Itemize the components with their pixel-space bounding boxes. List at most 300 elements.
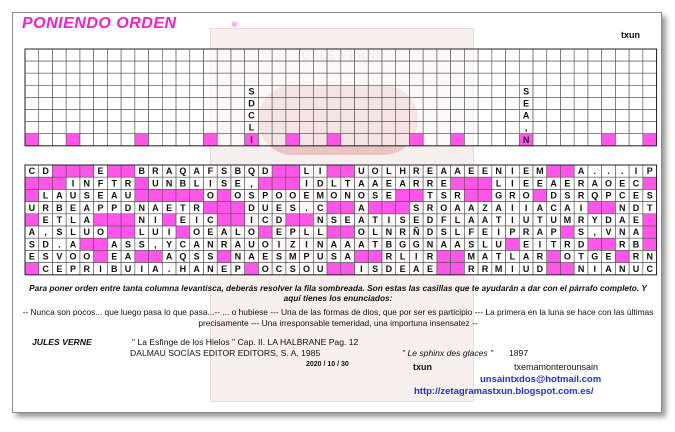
cell-letter: S — [207, 251, 214, 262]
cell-letter: A — [83, 202, 91, 213]
shaded-cell[interactable] — [396, 189, 410, 201]
cell-letter: C — [275, 263, 283, 274]
cell-letter: S — [124, 239, 131, 250]
cell-letter: N — [646, 251, 653, 262]
shaded-cell[interactable] — [203, 202, 217, 214]
cell-letter: U — [550, 215, 557, 225]
answer-letter: S — [523, 86, 530, 97]
cell-letter: R — [413, 178, 420, 189]
cell-letter: E — [536, 178, 543, 189]
cell-letter: A — [371, 178, 379, 189]
shaded-cell[interactable] — [602, 238, 616, 250]
cell-letter: S — [248, 190, 255, 201]
answer-letter: C — [248, 110, 255, 121]
shaded-cell[interactable] — [245, 263, 259, 275]
shaded-cell[interactable] — [355, 250, 369, 262]
cell-letter: T — [537, 215, 543, 225]
source-year: 1897 — [509, 348, 529, 358]
cell-letter: Z — [482, 202, 488, 213]
cell-letter: A — [454, 202, 461, 213]
cell-letter: U — [248, 239, 255, 250]
cell-letter: I — [167, 227, 171, 238]
cell-letter: L — [331, 178, 337, 189]
cell-letter: A — [536, 202, 544, 213]
cell-letter: R — [632, 251, 640, 262]
cell-letter: A — [220, 227, 228, 238]
cell-letter: I — [250, 215, 253, 225]
cell-letter: U — [28, 202, 36, 213]
shaded-cell[interactable] — [107, 165, 121, 177]
cell-letter: E — [440, 178, 447, 189]
shaded-cell[interactable] — [560, 165, 574, 177]
answer-letter: E — [523, 98, 530, 109]
cell-letter: . — [305, 202, 308, 213]
cell-letter: I — [209, 178, 212, 189]
cell-letter: E — [632, 215, 639, 225]
answer-letter: S — [248, 86, 255, 97]
cell-letter: N — [577, 263, 585, 274]
shaded-cell[interactable] — [121, 214, 135, 226]
shaded-cell[interactable] — [396, 202, 410, 214]
shaded-cell[interactable] — [66, 165, 80, 177]
email-link[interactable]: unsaintxdos@hotmail.com — [480, 374, 602, 385]
cell-letter: N — [316, 239, 324, 250]
shaded-cell[interactable] — [464, 177, 478, 189]
cell-letter: L — [193, 178, 200, 189]
cell-letter: G — [412, 239, 420, 250]
shaded-cell[interactable] — [286, 165, 300, 177]
shaded-cell[interactable] — [437, 263, 451, 275]
cell-letter: I — [511, 166, 514, 177]
shaded-cell[interactable] — [451, 250, 465, 262]
source-editor: DALMAU SOCÍAS EDITOR EDITORS, S. A. 1985 — [130, 348, 321, 358]
cell-letter: P — [262, 190, 269, 201]
cell-letter: M — [494, 263, 503, 274]
cell-letter: A — [330, 239, 338, 250]
cell-letter: U — [522, 215, 530, 225]
cell-letter: O — [371, 166, 379, 177]
registered-mark: ® — [232, 22, 238, 29]
shaded-cell[interactable] — [149, 189, 163, 201]
shaded-cell[interactable] — [560, 226, 574, 238]
cell-letter: N — [495, 166, 502, 177]
cell-letter: V — [56, 251, 63, 262]
cell-letter: B — [632, 239, 640, 250]
cell-letter: T — [646, 202, 653, 213]
shaded-cell[interactable] — [135, 189, 149, 201]
cell-letter: P — [605, 190, 612, 201]
cell-letter: E — [427, 166, 434, 177]
cell-letter: . — [620, 166, 624, 177]
cell-letter: T — [111, 178, 117, 189]
cell-letter: A — [193, 263, 200, 274]
cell-letter: A — [358, 202, 365, 213]
cell-letter: . — [593, 166, 597, 177]
cell-letter: A — [110, 190, 118, 201]
shaded-cell[interactable] — [341, 263, 355, 275]
cell-letter: S — [564, 190, 571, 201]
shaded-cell[interactable] — [327, 202, 341, 214]
cell-letter: O — [97, 227, 105, 238]
cell-letter: R — [577, 178, 585, 189]
cell-letter: I — [140, 263, 143, 274]
cell-letter: E — [207, 227, 214, 238]
cell-letter: I — [387, 215, 391, 225]
cell-letter: U — [83, 227, 91, 238]
cell-letter: S — [56, 227, 63, 238]
cell-letter: E — [275, 202, 283, 213]
cell-letter: U — [69, 190, 77, 201]
cell-letter: I — [305, 178, 308, 189]
cell-letter: C — [316, 202, 324, 213]
cell-letter: I — [511, 178, 514, 189]
cell-letter: U — [522, 263, 530, 274]
cell-letter: A — [165, 166, 173, 177]
shaded-cell[interactable] — [286, 177, 300, 189]
cell-letter: N — [138, 202, 145, 213]
shaded-cell[interactable] — [217, 250, 231, 262]
cell-letter: A — [193, 239, 200, 250]
cell-letter: N — [83, 178, 91, 189]
cell-letter: A — [165, 251, 173, 262]
cell-letter: A — [152, 263, 159, 274]
cell-letter: N — [344, 190, 351, 201]
cell-letter: H — [399, 166, 406, 177]
shaded-cell[interactable] — [547, 263, 561, 275]
cell-letter: T — [56, 215, 63, 225]
cell-letter: N — [165, 178, 173, 189]
shaded-cell[interactable] — [25, 177, 39, 189]
cell-letter: O — [563, 251, 571, 262]
shaded-cell[interactable] — [217, 189, 231, 201]
cell-letter: E — [97, 190, 104, 201]
cell-letter: M — [316, 190, 324, 201]
cell-letter: I — [524, 202, 528, 213]
cell-letter: I — [511, 263, 514, 274]
cell-letter: E — [56, 263, 63, 274]
cell-letter: S — [275, 251, 283, 262]
cell-letter: G — [399, 239, 407, 250]
shaded-cell[interactable] — [176, 226, 190, 238]
cell-letter: C — [42, 263, 49, 274]
cell-letter: I — [579, 202, 583, 213]
cell-letter: Q — [248, 166, 256, 177]
shaded-cell[interactable] — [149, 250, 163, 262]
cell-letter: I — [154, 215, 157, 225]
cell-letter: , — [593, 227, 597, 238]
cell-letter: A — [454, 166, 461, 177]
signature: txemamonterounsain — [514, 362, 599, 372]
cell-letter: M — [563, 215, 572, 225]
cell-letter: E — [385, 178, 392, 189]
cell-letter: O — [234, 190, 242, 201]
cell-letter: S — [221, 166, 228, 177]
blog-link[interactable]: http://zetagramastxun.blogspot.com.es/ — [414, 386, 594, 397]
cell-letter: L — [482, 239, 488, 250]
cell-letter: T — [578, 251, 584, 262]
shaded-cell[interactable] — [52, 177, 66, 189]
shaded-cell[interactable] — [94, 250, 108, 262]
cell-letter: L — [454, 215, 461, 225]
cell-letter: R — [83, 263, 91, 274]
cell-letter: R — [413, 166, 420, 177]
cell-letter: R — [426, 251, 434, 262]
shaded-cell[interactable] — [217, 214, 231, 226]
cell-letter: S — [28, 239, 35, 250]
cell-letter: A — [536, 227, 544, 238]
cell-letter: U — [632, 263, 640, 274]
shaded-cell[interactable] — [107, 214, 121, 226]
cell-letter: O — [83, 251, 91, 262]
shaded-cell[interactable] — [231, 202, 245, 214]
shaded-cell[interactable] — [258, 177, 272, 189]
cell-letter: Q — [179, 166, 187, 177]
cell-letter: N — [619, 202, 626, 213]
shaded-cell[interactable] — [533, 189, 547, 201]
shaded-cell[interactable] — [80, 165, 94, 177]
cell-letter: , — [44, 227, 47, 238]
shaded-cell[interactable] — [39, 177, 53, 189]
cell-letter: O — [193, 227, 201, 238]
shaded-cell[interactable] — [327, 226, 341, 238]
shaded-cell[interactable] — [231, 214, 245, 226]
cell-letter: P — [289, 227, 296, 238]
shaded-cell[interactable] — [643, 214, 657, 226]
cell-letter: T — [180, 202, 186, 213]
cell-letter: S — [42, 251, 49, 262]
cell-letter: Z — [289, 239, 296, 250]
answer-letter: D — [248, 98, 255, 109]
cell-letter: L — [317, 227, 323, 238]
cell-letter: O — [289, 190, 297, 201]
cell-letter: S — [372, 190, 379, 201]
cell-letter: D — [385, 263, 393, 274]
shaded-cell[interactable] — [107, 226, 121, 238]
shaded-cell[interactable] — [643, 177, 657, 189]
shaded-cell[interactable] — [272, 165, 286, 177]
shaded-cell[interactable] — [80, 238, 94, 250]
cell-letter: D — [577, 239, 585, 250]
cell-letter: R — [152, 166, 159, 177]
cell-letter: P — [303, 251, 310, 262]
cell-letter: R — [385, 251, 393, 262]
shaded-cell[interactable] — [451, 263, 465, 275]
cell-letter: I — [538, 239, 542, 250]
cell-letter: R — [522, 227, 530, 238]
cell-letter: B — [56, 202, 63, 213]
shaded-cell[interactable] — [94, 214, 108, 226]
shaded-cell[interactable] — [190, 189, 204, 201]
cell-letter: A — [577, 166, 585, 177]
shaded-cell[interactable] — [547, 250, 561, 262]
answer-letter: N — [522, 134, 530, 145]
shaded-cell[interactable] — [478, 177, 492, 189]
cell-letter: R — [426, 202, 434, 213]
cell-letter: I — [318, 166, 322, 177]
shaded-cell[interactable] — [327, 263, 341, 275]
cell-letter: S — [413, 202, 420, 213]
shaded-cell[interactable] — [176, 189, 190, 201]
cell-letter: U — [124, 263, 132, 274]
cell-letter: N — [619, 263, 626, 274]
cell-letter: E — [632, 190, 639, 201]
cell-letter: O — [261, 239, 269, 250]
shaded-cell[interactable] — [135, 177, 149, 189]
shaded-cell[interactable] — [368, 250, 382, 262]
cell-letter: A — [234, 239, 242, 250]
cell-letter: D — [124, 202, 132, 213]
cell-letter: U — [152, 178, 159, 189]
shaded-cell[interactable] — [409, 189, 423, 201]
shaded-cell[interactable] — [464, 189, 478, 201]
cell-letter: E — [523, 178, 530, 189]
cell-letter: A — [124, 251, 132, 262]
cell-letter: P — [550, 227, 557, 238]
shaded-cell[interactable] — [341, 202, 355, 214]
answer-letter: A — [522, 110, 530, 121]
cell-letter: O — [302, 263, 310, 274]
cell-letter: L — [372, 227, 378, 238]
shaded-cell[interactable] — [327, 165, 341, 177]
cell-letter: , — [154, 239, 157, 250]
cell-letter: A — [28, 227, 36, 238]
shaded-cell[interactable] — [121, 165, 135, 177]
cell-letter: O — [330, 190, 338, 201]
cell-letter: S — [468, 239, 475, 250]
shaded-cell[interactable] — [602, 202, 616, 214]
cell-letter: E — [427, 263, 434, 274]
cell-letter: D — [262, 166, 269, 177]
shaded-cell[interactable] — [272, 177, 286, 189]
cell-letter: P — [234, 263, 241, 274]
cell-letter: E — [303, 190, 310, 201]
cell-letter: A — [564, 202, 571, 213]
cell-letter: L — [495, 178, 502, 189]
cell-letter: R — [509, 190, 516, 201]
cell-letter: U — [152, 227, 159, 238]
cell-letter: T — [495, 251, 502, 262]
shaded-cell[interactable] — [588, 202, 602, 214]
shaded-cell[interactable] — [615, 250, 629, 262]
shaded-cell[interactable] — [258, 226, 272, 238]
cell-letter: D — [605, 215, 612, 225]
cell-letter: E — [523, 239, 530, 250]
cell-letter: A — [399, 178, 406, 189]
shaded-cell[interactable] — [162, 189, 176, 201]
shaded-cell[interactable] — [478, 189, 492, 201]
cell-letter: O — [69, 251, 77, 262]
cell-letter: I — [511, 215, 514, 225]
shaded-cell[interactable] — [121, 226, 135, 238]
cell-letter: L — [235, 227, 241, 238]
cell-letter: A — [467, 215, 475, 225]
source-french-title: " Le sphinx des glaces " — [402, 348, 494, 358]
shaded-cell[interactable] — [643, 238, 657, 250]
shaded-cell[interactable] — [382, 202, 396, 214]
shaded-cell[interactable] — [506, 238, 520, 250]
cell-letter: S — [440, 227, 447, 238]
cell-letter: L — [303, 227, 310, 238]
shaded-cell[interactable] — [94, 238, 108, 250]
shaded-cell[interactable] — [437, 250, 451, 262]
cell-letter: O — [605, 178, 613, 189]
shaded-cell[interactable] — [588, 238, 602, 250]
cell-letter: S — [646, 190, 653, 201]
puzzle-title: PONIENDO ORDEN — [22, 15, 177, 32]
cell-letter: E — [619, 178, 626, 189]
shaded-cell[interactable] — [25, 189, 39, 201]
cell-letter: G — [495, 190, 503, 201]
puzzle-date: 2020 / 10 / 30 — [306, 361, 349, 368]
cell-letter: I — [71, 178, 75, 189]
shaded-cell[interactable] — [217, 202, 231, 214]
shaded-cell[interactable] — [341, 165, 355, 177]
cell-letter: E — [385, 190, 392, 201]
cell-letter: A — [56, 190, 63, 201]
cell-letter: O — [522, 190, 530, 201]
cell-letter: S — [372, 263, 379, 274]
cell-letter: A — [550, 178, 557, 189]
cell-letter: R — [426, 178, 434, 189]
shaded-cell[interactable] — [368, 202, 382, 214]
cell-letter: R — [193, 202, 200, 213]
cell-letter: V — [605, 227, 612, 238]
cell-letter: E — [468, 166, 475, 177]
shaded-cell[interactable] — [135, 250, 149, 262]
cell-letter: A — [467, 202, 475, 213]
shaded-cell[interactable] — [286, 214, 300, 226]
shaded-cell[interactable] — [52, 165, 66, 177]
cell-letter: D — [316, 178, 324, 189]
cell-letter: N — [426, 239, 434, 250]
cell-letter: A — [248, 251, 255, 262]
shaded-cell[interactable] — [25, 263, 39, 275]
shaded-cell[interactable] — [341, 226, 355, 238]
shaded-cell[interactable] — [300, 214, 314, 226]
cell-letter: C — [179, 239, 187, 250]
cell-letter: E — [275, 227, 283, 238]
cell-letter: U — [262, 202, 269, 213]
cell-letter: P — [111, 202, 118, 213]
cell-letter: E — [221, 263, 228, 274]
shaded-cell[interactable] — [560, 263, 574, 275]
shaded-cell[interactable] — [162, 214, 176, 226]
cell-letter: B — [138, 166, 145, 177]
shaded-cell[interactable] — [643, 226, 657, 238]
cell-letter: A — [619, 215, 626, 225]
cell-letter: M — [467, 251, 475, 262]
cell-letter: D — [550, 190, 557, 201]
shaded-cell[interactable] — [451, 177, 465, 189]
cell-letter: C — [28, 166, 36, 177]
cell-letter: N — [138, 215, 145, 225]
shaded-cell[interactable] — [25, 214, 39, 226]
cell-letter: E — [564, 178, 571, 189]
cell-letter: S — [83, 190, 90, 201]
cell-letter: L — [138, 227, 145, 238]
cell-letter: U — [316, 251, 324, 262]
cell-letter: E — [262, 251, 269, 262]
cell-letter: O — [261, 263, 269, 274]
cell-letter: T — [372, 215, 378, 225]
shaded-cell[interactable] — [547, 165, 561, 177]
cell-letter: E — [179, 215, 186, 225]
answer-letter: L — [248, 122, 255, 133]
cell-letter: T — [427, 190, 433, 201]
cell-letter: S — [193, 251, 200, 262]
cell-letter: A — [481, 215, 489, 225]
cell-letter: S — [330, 251, 337, 262]
